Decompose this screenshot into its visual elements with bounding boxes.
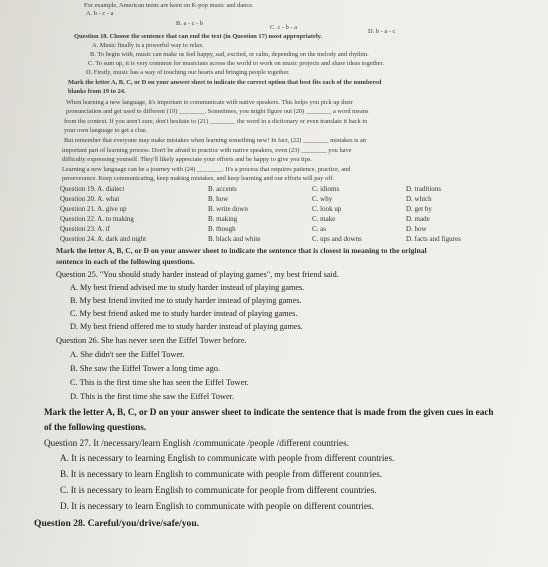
mcq-row-22 — [60, 215, 430, 223]
q18-option-b: B. To begin with, music can make us feel happy, sad, excited, or calm, depending on the melody and rhythm. — [90, 51, 369, 58]
mcq-option: C. look up — [312, 205, 342, 213]
instruction-closest-meaning-line1: Mark the letter A, B, C, or D on your answer sheet to indicate the sentence that is closest in meaning to the original — [56, 246, 427, 255]
q25-title: Question 25. "You should study harder instead of playing games", my best friend said. — [56, 270, 339, 279]
q17-option-b: B. a - c - b — [176, 20, 203, 27]
mcq-option: B. accents — [208, 185, 237, 193]
mcq-option: C. ups and downs — [312, 235, 362, 243]
mcq-option: B. black and white — [208, 235, 261, 243]
mcq-option: D. how — [406, 225, 427, 233]
mcq-option: Question 23. A. if — [60, 225, 110, 233]
mcq-row-24 — [60, 235, 461, 243]
q17-option-c: C. c - b - a — [270, 24, 297, 31]
q25-option-d: D. My best friend offered me to study harder instead of playing games. — [70, 322, 303, 331]
mcq-option: C. as — [312, 225, 326, 233]
q17-option-d: D. b - a - c — [368, 28, 396, 35]
q25-option-a: A. My best friend advised me to study harder instead of playing games. — [70, 283, 305, 292]
q27-option-d: D. It is necessary to learn English to communicate with people on different countries. — [60, 501, 374, 511]
passage-line: from the context. If you aren't sure, don't hesitate to (21) ________ the word in a dictionary or even translate it back to — [64, 118, 368, 125]
mcq-option: Question 20. A. what — [60, 195, 120, 203]
mcq-option: C. make — [312, 215, 336, 223]
mcq-option: D. which — [406, 195, 432, 203]
instruction-given-cues-line2: of the following questions. — [44, 422, 147, 432]
passage-line: your own language to get a clue. — [64, 127, 148, 134]
passage-line: When learning a new language, it's important to communicate with native speakers. This helps you pick up their — [66, 99, 353, 106]
mcq-option: D. facts and figures — [406, 235, 461, 243]
instruction-given-cues-line1: Mark the letter A, B, C, or D on your answer sheet to indicate the sentence that is made from the given cues in each — [44, 407, 494, 417]
mcq-option: D. made — [406, 215, 430, 223]
passage-line: pronunciation and get used to different (19) ________. Sometimes, you might figure out (20) ________ a word means — [66, 108, 369, 115]
passage-line: But remember that everyone may make mistakes when learning something new! In fact, (22) ________ mistakes is an — [64, 137, 367, 144]
intro-sentence: For example, American teens are keen on K-pop music and dance. — [84, 2, 254, 9]
passage-line: important part of learning process. Don't be afraid to practice with native speakers, even (23) ________ you have — [62, 147, 352, 154]
mcq-option: Question 24. A. dark and night — [60, 235, 147, 243]
mcq-option: Question 21. A. give up — [60, 205, 127, 213]
q27-option-b: B. It is necessary to learn English to communicate with people from different countries. — [60, 469, 383, 479]
mcq-option: Question 19. A. dialect — [60, 185, 125, 193]
q27-option-c: C. It is necessary to learn English to communicate for people from different countries. — [60, 485, 377, 495]
mcq-option: B. write down — [208, 205, 248, 213]
mcq-row-20 — [60, 195, 432, 203]
q26-option-d: D. This is the first time she saw the Eiffel Tower. — [70, 392, 235, 401]
mcq-option: B. how — [208, 195, 229, 203]
passage-line: perseverance. Keep communicating, keep making mistakes, and keep learning and our efforts will pay off. — [62, 175, 334, 182]
mcq-option: D. traditions — [406, 185, 441, 193]
q27-title: Question 27. It /necessary/learn English /communicate /people /different countries. — [44, 438, 349, 448]
q25-option-b: B. My best friend invited me to study harder instead of playing games. — [70, 296, 302, 305]
q26-option-c: C. This is the first time she has seen the Eiffel Tower. — [70, 378, 249, 387]
passage-line: Learning a new language can be a journey with (24) ________. It's a process that requires patience, practice, and — [62, 166, 351, 173]
mcq-option: C. idioms — [312, 185, 340, 193]
mcq-row-21 — [60, 205, 432, 213]
instruction-fill-blanks-line1: Mark the letter A, B, C, or D on your answer sheet to indicate the correct option that best fits each of the numbered — [68, 79, 382, 86]
instruction-fill-blanks-line2: blanks from 19 to 24. — [68, 88, 126, 95]
mcq-option: Question 22. A. to making — [60, 215, 134, 223]
q18-option-a: A. Music finally is a powerful way to relax. — [92, 42, 204, 49]
q18-option-c: C. To sum up, it is very common for musicians across the world to work on music projects and share ideas together. — [88, 60, 384, 67]
instruction-closest-meaning-line2: sentence in each of the following questions. — [56, 257, 195, 266]
q25-option-c: C. My best friend asked me to study harder instead of playing games. — [70, 309, 298, 318]
q18-option-d: D. Firstly, music has a way of touching our hearts and bringing people together. — [86, 69, 290, 76]
q17-option-a: A. b - c - a — [86, 10, 114, 17]
q27-option-a: A. It is necessary to learning English to communicate with people from different countries. — [60, 453, 395, 463]
mcq-option: C. why — [312, 195, 333, 203]
mcq-option: B. though — [208, 225, 236, 233]
q26-option-b: B. She saw the Eiffel Tower a long time ago. — [70, 364, 221, 373]
q18-title: Question 18. Choose the sentence that can end the text (in Question 17) most appropriately. — [74, 33, 323, 40]
passage-line: difficulty expressing yourself. They'll likely appreciate your efforts and be happy to give you tips. — [62, 156, 312, 163]
q26-title: Question 26. She has never seen the Eiffel Tower before. — [56, 336, 247, 345]
q28-title: Question 28. Careful/you/drive/safe/you. — [34, 518, 200, 529]
mcq-option: D. get by — [406, 205, 432, 213]
mcq-row-23 — [60, 225, 427, 233]
mcq-row-19 — [60, 185, 441, 193]
q26-option-a: A. She didn't see the Eiffel Tower. — [70, 350, 185, 359]
mcq-option: B. making — [208, 215, 238, 223]
